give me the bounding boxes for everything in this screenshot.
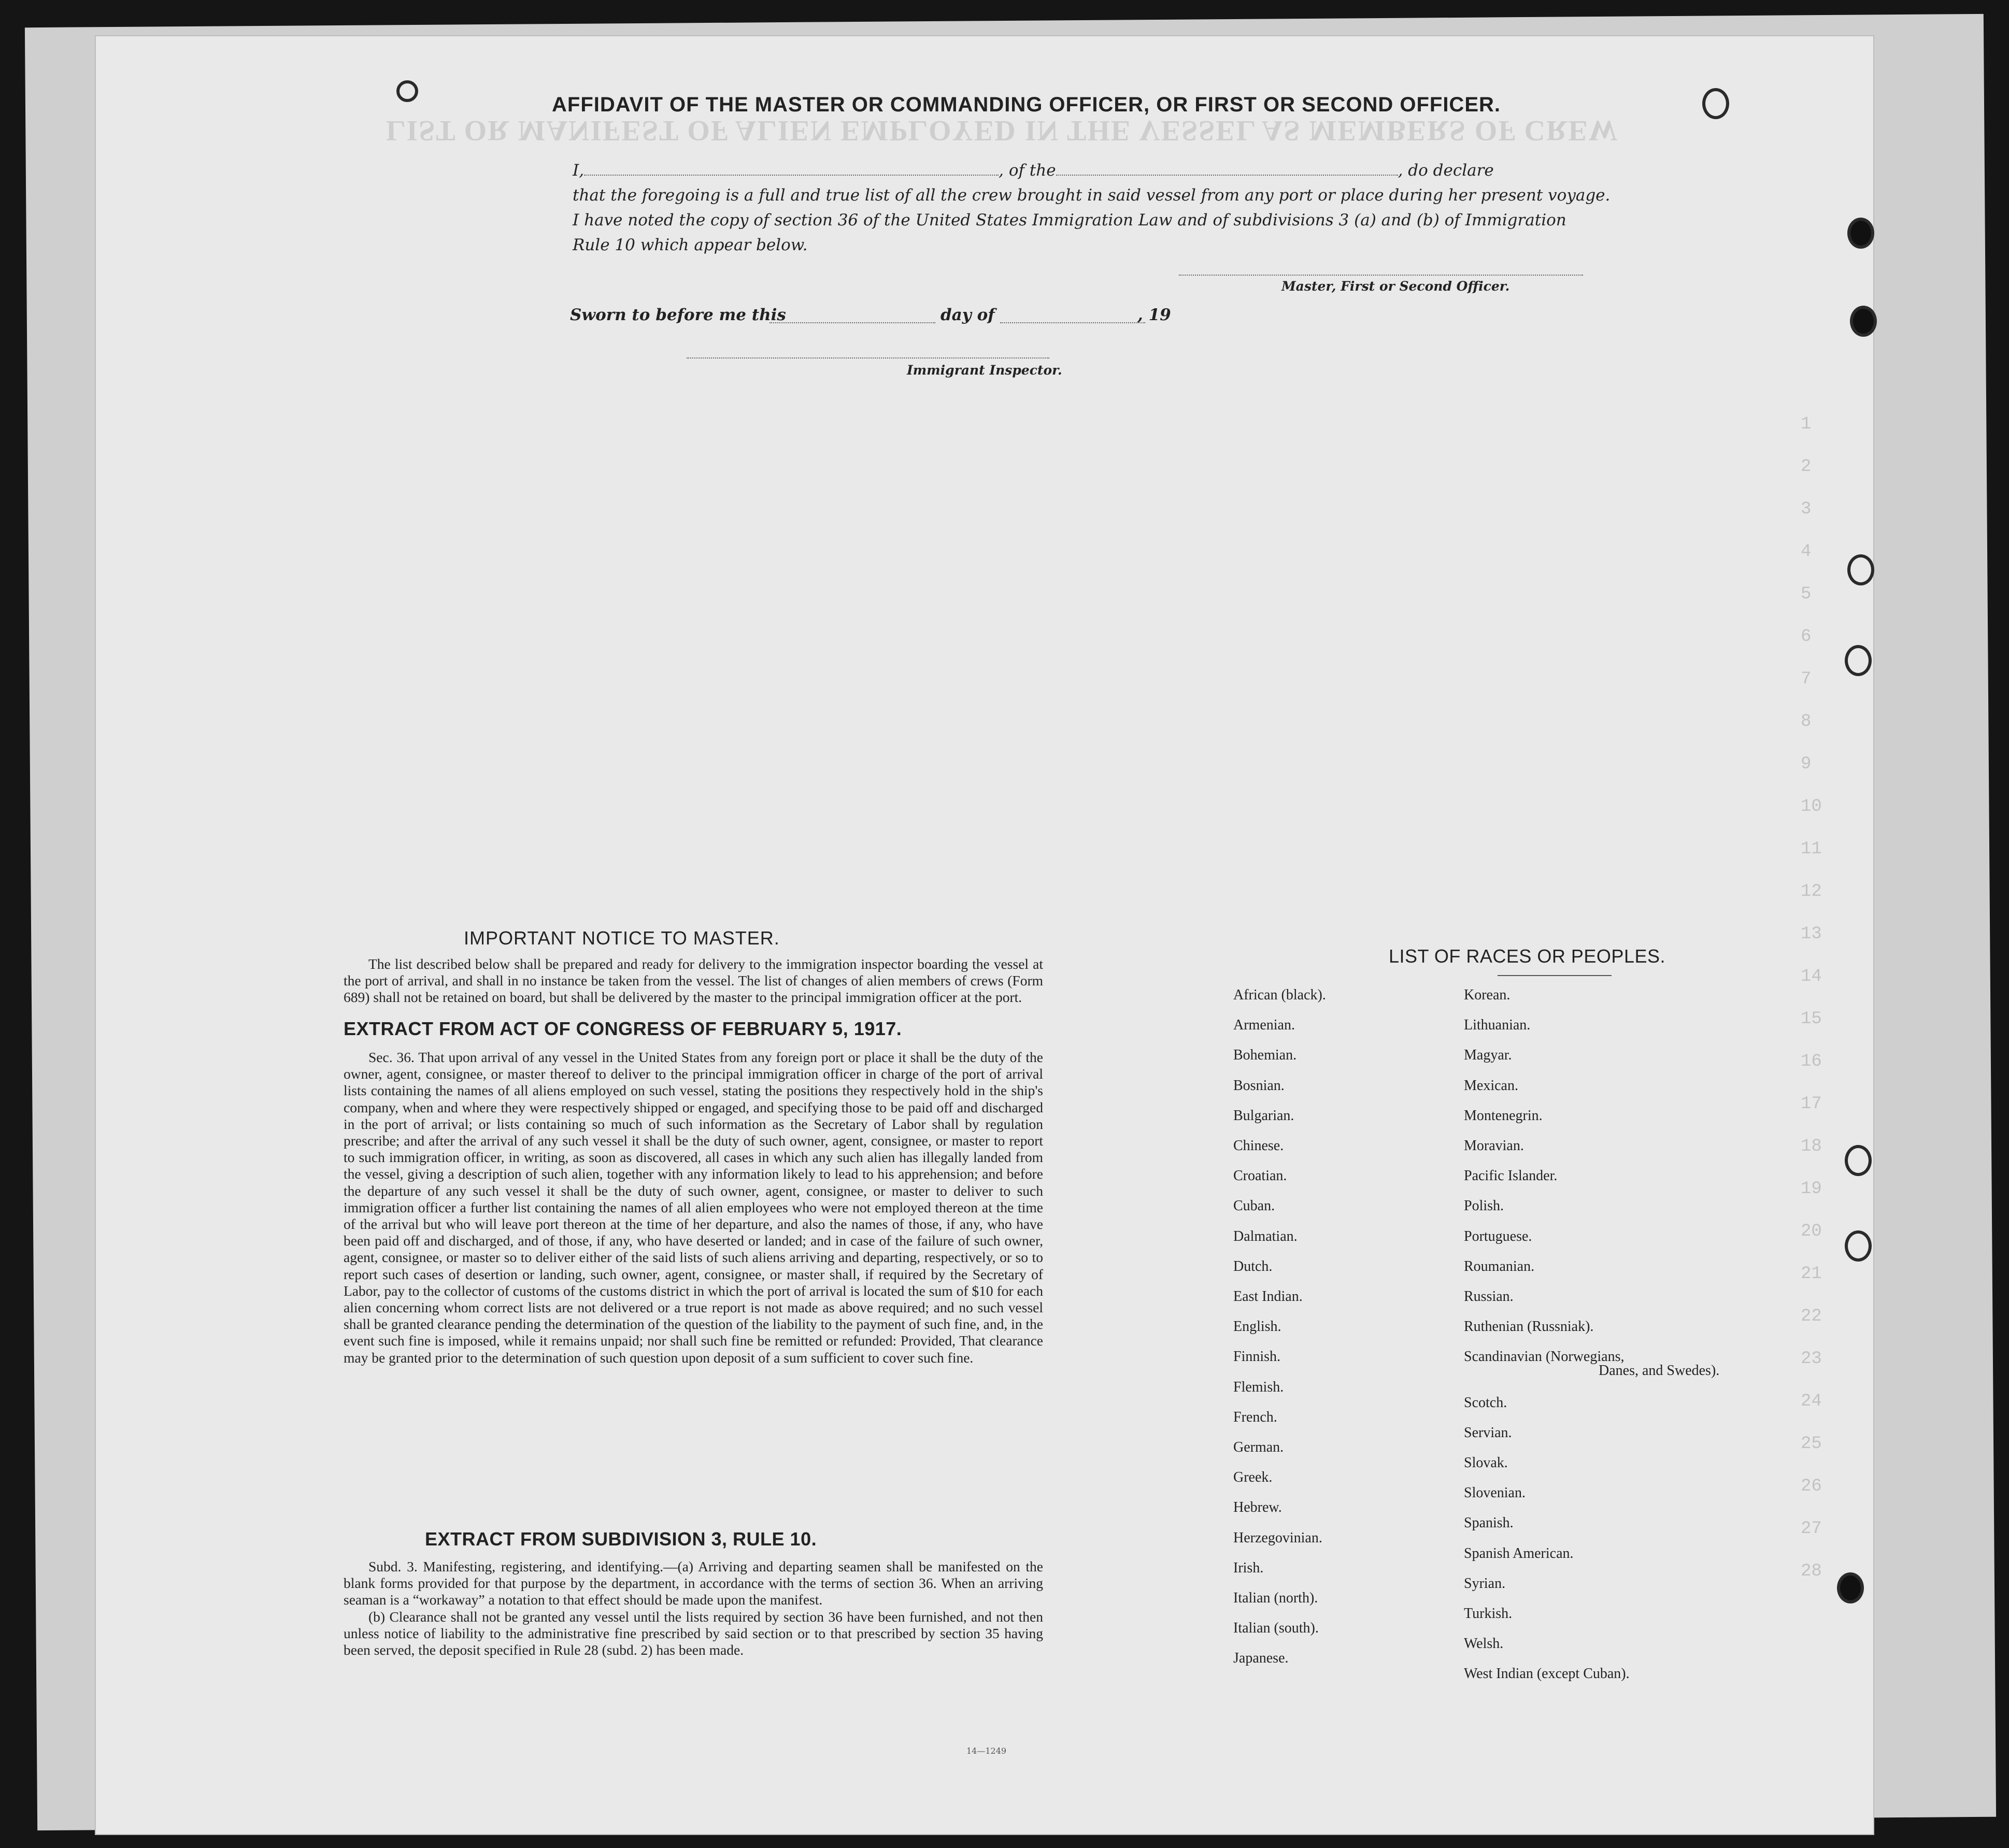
subdivision-b-text: (b) Clearance shall not be granted any vessel until the lists required by section 36 have been furnished, and not then unless notice of liability to the administrative fine prescribed by said section or to that prescribed by section 35 having been served, the deposit specified in Rule 28 (subd. 2) has been made. (344, 1608, 1043, 1658)
bleed-through-row-number: 26 (1801, 1477, 1822, 1496)
race-item: Ruthenian (Russniak). (1464, 1319, 1594, 1335)
race-item: Italian (south). (1233, 1620, 1319, 1637)
punch-hole (1702, 88, 1729, 119)
rule-extract-title: EXTRACT FROM SUBDIVISION 3, RULE 10. (425, 1528, 817, 1550)
race-item: Chinese. (1233, 1138, 1284, 1154)
race-item: Dutch. (1233, 1258, 1273, 1274)
sworn-text: Sworn to before me this (570, 306, 786, 324)
race-item: Irish. (1233, 1559, 1264, 1576)
race-item: Flemish. (1233, 1379, 1284, 1395)
declaration-of-the: , of the (999, 161, 1056, 180)
bleed-through-row-number: 10 (1801, 797, 1822, 816)
bleed-through-row-number: 17 (1801, 1094, 1822, 1114)
race-item: West Indian (except Cuban). (1464, 1666, 1630, 1682)
inspector-signature-line[interactable] (687, 357, 1049, 359)
race-item: Spanish. (1464, 1515, 1514, 1531)
race-item: Magyar. (1464, 1047, 1512, 1064)
declaration-line-3: I have noted the copy of section 36 of the United States Immigration Law and of subdivisions 3 (a) and (b) of Immigration (573, 211, 1566, 230)
race-item: English. (1233, 1319, 1281, 1335)
race-item: Armenian. (1233, 1017, 1295, 1034)
day-of-text: day of (941, 306, 995, 324)
race-item: Slovenian. (1464, 1485, 1526, 1501)
race-item: Portuguese. (1464, 1228, 1532, 1244)
bleed-through-row-number: 11 (1801, 839, 1822, 859)
affidavit-title: AFFIDAVIT OF THE MASTER OR COMMANDING OFFICER, OR FIRST OR SECOND OFFICER. (552, 93, 1501, 116)
race-item: Bohemian. (1233, 1047, 1297, 1064)
bleed-through-row-number: 12 (1801, 882, 1822, 901)
race-item: Mexican. (1464, 1077, 1518, 1094)
bleed-through-row-number: 4 (1801, 542, 1812, 562)
punch-hole (396, 80, 418, 102)
bleed-through-row-number: 18 (1801, 1137, 1822, 1156)
bleed-through-row-number: 23 (1801, 1349, 1822, 1369)
inspector-signature-label: Immigrant Inspector. (907, 363, 1062, 378)
punch-hole (1845, 1230, 1872, 1262)
punch-hole (1845, 645, 1872, 676)
declaration-declare: , do declare (1398, 161, 1494, 180)
bleed-through-row-number: 9 (1801, 754, 1812, 774)
subdivision-a-text: Subd. 3. Manifesting, registering, and identifying.—(a) Arriving and departing seamen shall be manifested on the blank forms provided for that purpose by the department, in accordance with the terms of section 36. When an arriving seaman is a “workaway” a notation to that effect should be made upon the manifest. (344, 1558, 1043, 1608)
punch-hole (1837, 1572, 1864, 1603)
race-item: Spanish American. (1464, 1545, 1574, 1562)
bleed-through-row-number: 16 (1801, 1052, 1822, 1071)
race-item: Bosnian. (1233, 1077, 1285, 1094)
race-item: Roumanian. (1464, 1258, 1535, 1274)
race-item: German. (1233, 1439, 1284, 1455)
race-item: Herzegovinian. (1233, 1529, 1322, 1546)
race-item: Servian. (1464, 1424, 1512, 1441)
vessel-name-field[interactable] (1056, 175, 1398, 176)
bleed-through-row-number: 13 (1801, 924, 1822, 944)
bleed-through-row-number: 1 (1801, 414, 1812, 434)
bleed-through-row-number: 21 (1801, 1264, 1822, 1284)
races-title-rule (1498, 975, 1612, 976)
race-item: Bulgarian. (1233, 1107, 1294, 1124)
sworn-month-field[interactable] (1000, 322, 1145, 323)
notice-text: The list described below shall be prepared and ready for delivery to the immigration inspector boarding the vessel at the port of arrival, and shall in no instance be taken from the vessel. The list of changes of alien members of crews (Form 689) shall not be retained on board, but shall be delivered by the master to the principal immigration officer at the port. (344, 956, 1043, 1006)
race-item: Cuban. (1233, 1198, 1275, 1214)
bleed-through-row-number: 28 (1801, 1562, 1822, 1581)
race-item: Korean. (1464, 987, 1511, 1003)
race-item: Dalmatian. (1233, 1228, 1298, 1244)
race-item-continuation: Danes, and Swedes). (1599, 1363, 1720, 1379)
affidavit-declaration (573, 158, 1610, 257)
bleed-through-row-number: 2 (1801, 457, 1812, 477)
master-signature-line[interactable] (1179, 275, 1583, 276)
punch-hole (1847, 554, 1874, 585)
punch-hole (1845, 1145, 1872, 1176)
master-signature-label: Master, First or Second Officer. (1281, 279, 1510, 294)
race-item: East Indian. (1233, 1288, 1303, 1305)
bleed-through-row-number: 3 (1801, 499, 1812, 519)
race-item: Polish. (1464, 1198, 1504, 1214)
bleed-through-row-number: 14 (1801, 967, 1822, 986)
notice-body (344, 956, 1043, 1006)
notice-title: IMPORTANT NOTICE TO MASTER. (464, 927, 780, 949)
bleed-through-row-number: 19 (1801, 1179, 1822, 1199)
race-item: Pacific Islander. (1464, 1168, 1558, 1184)
race-item: French. (1233, 1409, 1277, 1425)
declaration-line-2: that the foregoing is a full and true list of all the crew brought in said vessel from any port or place during her present voyage. (573, 186, 1611, 205)
race-item: Finnish. (1233, 1349, 1281, 1365)
officer-name-field[interactable] (584, 175, 999, 176)
bleed-through-row-number: 7 (1801, 669, 1812, 689)
race-item: Hebrew. (1233, 1499, 1282, 1516)
bleed-through-row-number: 15 (1801, 1009, 1822, 1029)
declaration-line-4: Rule 10 which appear below. (573, 236, 808, 254)
bleed-through-row-number: 22 (1801, 1307, 1822, 1326)
sworn-day-field[interactable] (770, 322, 935, 323)
bleed-through-row-number: 6 (1801, 627, 1812, 647)
declaration-i: I, (573, 161, 585, 180)
race-item: Moravian. (1464, 1138, 1524, 1154)
race-item: African (black). (1233, 987, 1326, 1003)
form-code: 14—1249 (966, 1746, 1007, 1756)
bleed-through-row-number: 8 (1801, 712, 1812, 732)
rule-extract-body (344, 1558, 1043, 1658)
race-item: Syrian. (1464, 1575, 1506, 1592)
race-item: Italian (north). (1233, 1590, 1318, 1606)
race-item: Montenegrin. (1464, 1107, 1543, 1124)
act-extract-title: EXTRACT FROM ACT OF CONGRESS OF FEBRUARY 5, 1917. (344, 1018, 902, 1039)
race-item: Turkish. (1464, 1606, 1513, 1622)
race-item: Welsh. (1464, 1636, 1504, 1652)
section-36-text: Sec. 36. That upon arrival of any vessel in the United States from any foreign port or place it shall be the duty of the owner, agent, consignee, or master thereof to deliver to the principal immigration officer in charge of the port of arrival lists containing the names of all aliens employed on such vessel, stating the positions they respectively hold in the ship's company, when and where they were respectively shipped or engaged, and specifying those to be paid off and discharged in the port of arrival; or lists containing so much of such information as the Secretary of Labor shall by regulation prescribe; and after the arrival of any such vessel it shall be the duty of such owner, agent, consignee, or master to report to such immigration officer, in writing, as soon as discovered, all cases in which any such alien has illegally landed from the vessel, giving a description of such alien, together with any information likely to lead to his apprehension; and before the departure of any such vessel it shall be the duty of such owner, agent, consignee, or master to deliver to such immigration officer a further list containing the names of all alien employees who were not employed thereon at the time of the arrival but who will leave port thereon at the time of her departure, and also the names of those, if any, who have been paid off and discharged, and of those, if any, who have deserted or landed; and in case of the failure of such owner, agent, consignee, or master so to deliver either of the said lists of such aliens arriving and departing, respectively, or so to report such cases of desertion or landing, such owner, agent, consignee, or master shall, if required by the Secretary of Labor, pay to the collector of customs of the customs district in which the port of arrival is located the sum of $10 for each alien concerning whom correct lists are not delivered or a true report is not made as above required; and no such vessel shall be granted clearance pending the determination of the question of the liability to the payment of such fine, and, in the event such fine is imposed, while it remains unpaid; nor shall such fine be remitted or refunded: Provided, That clearance may be granted prior to the determination of such question upon deposit of a sum sufficient to cover such fine. (344, 1049, 1043, 1366)
bleed-through-row-number: 25 (1801, 1434, 1822, 1454)
race-item: Scandinavian (Norwegians, (1464, 1349, 1625, 1365)
race-item: Lithuanian. (1464, 1017, 1531, 1034)
races-title: LIST OF RACES OR PEOPLES. (1389, 946, 1665, 967)
act-extract-body (344, 1049, 1043, 1366)
manifest-back-page (96, 36, 1873, 1834)
race-item: Scotch. (1464, 1394, 1507, 1411)
race-item: Greek. (1233, 1469, 1273, 1486)
bleed-through-title: LIST OR MANIFEST OF ALIEN EMPLOYED IN THE VESSEL AS MEMBERS OF CREW (386, 114, 1619, 147)
bleed-through-row-number: 27 (1801, 1519, 1822, 1539)
race-item: Croatian. (1233, 1168, 1287, 1184)
bleed-through-row-number: 20 (1801, 1222, 1822, 1241)
punch-hole (1850, 306, 1877, 337)
race-item: Slovak. (1464, 1455, 1508, 1471)
bleed-through-row-number: 5 (1801, 584, 1812, 604)
race-item: Japanese. (1233, 1650, 1289, 1667)
race-item: Russian. (1464, 1288, 1514, 1305)
sworn-year-text: , 19 (1137, 306, 1171, 324)
punch-hole (1847, 218, 1874, 249)
bleed-through-row-number: 24 (1801, 1392, 1822, 1411)
